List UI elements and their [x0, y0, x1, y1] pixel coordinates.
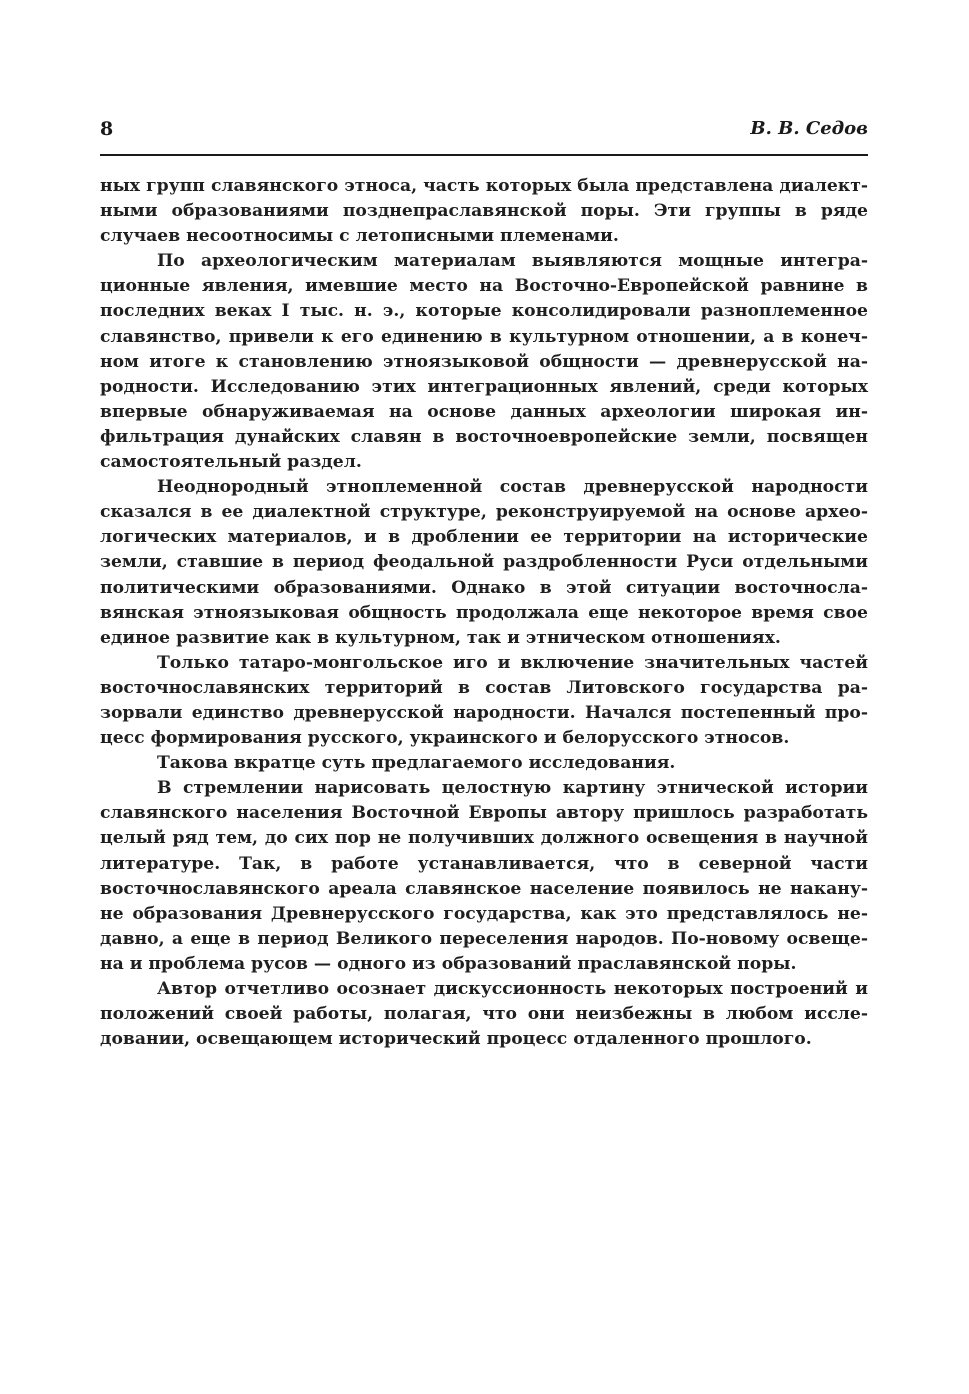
header-rule [100, 154, 868, 156]
paragraph: Такова вкратце суть предлагаемого исследования. [157, 753, 676, 774]
paragraph: В стремлении нарисовать целостную картину этнической истории славянского населения Восточной Европы автору пришлось разработать целый ряд тем, до сих пор не получивших должного освещения в научной литературе. Так, в работе устанавливается, что в северной части восточнославянского ареала славянское население появилось не накануне образования Древнерусского государства, как это представлялось недавно, а еще в период Великого переселения народов. По-новому освещена и проблема русов — одного из образований праславянской поры. [100, 778, 868, 974]
paragraph: Неоднородный этноплеменной состав древнерусской народности сказался в ее диалектной структуре, реконструируемой на основе археологических материалов, и в дроблении ее территории на исторические земли, ставшие в период феодальной раздробленности Руси отдельными политическими образованиями. Однако в этой ситуации восточнославянская этноязыковая общность продолжала еще некоторое время свое единое развитие как в культурном, так и этническом отношениях. [100, 477, 868, 648]
body-text [100, 174, 868, 1052]
page-header [100, 118, 868, 146]
paragraph: Автор отчетливо осознает дискуссионность некоторых построений и положений своей работы, полагая, что они неизбежны в любом исследовании, освещающем исторический процесс отдаленного прошлого. [100, 979, 868, 1050]
running-head-author: В. В. Седов [750, 118, 868, 139]
paragraph-continuation: ных групп славянского этноса, часть которых была представлена диалектными образованиями позднепраславянской поры. Эти группы в ряде случаев несоотносимы с летописными племенами. [100, 176, 868, 247]
paragraph: Только татаро-монгольское иго и включение значительных частей восточнославянских территорий в состав Литовского государства разорвали единство древнерусской народности. Начался постепенный процесс формирования русского, украинского и белорусского этносов. [100, 652, 868, 749]
paragraph: По археологическим материалам выявляются мощные интеграционные явления, имевшие место на Восточно-Европейской равнине в последних веках I тыс. н. э., которые консолидировали разноплеменное славянство, привели к его единению в культурном отношении, а в конечном итоге к становлению этноязыковой общности — древнерусской народности. Исследованию этих интеграционных явлений, среди которых впервые обнаруживаемая на основе данных археологии широкая инфильтрация дунайских славян в восточноевропейские земли, посвящен самостоятельный раздел. [100, 251, 868, 473]
page-number: 8 [100, 118, 114, 140]
